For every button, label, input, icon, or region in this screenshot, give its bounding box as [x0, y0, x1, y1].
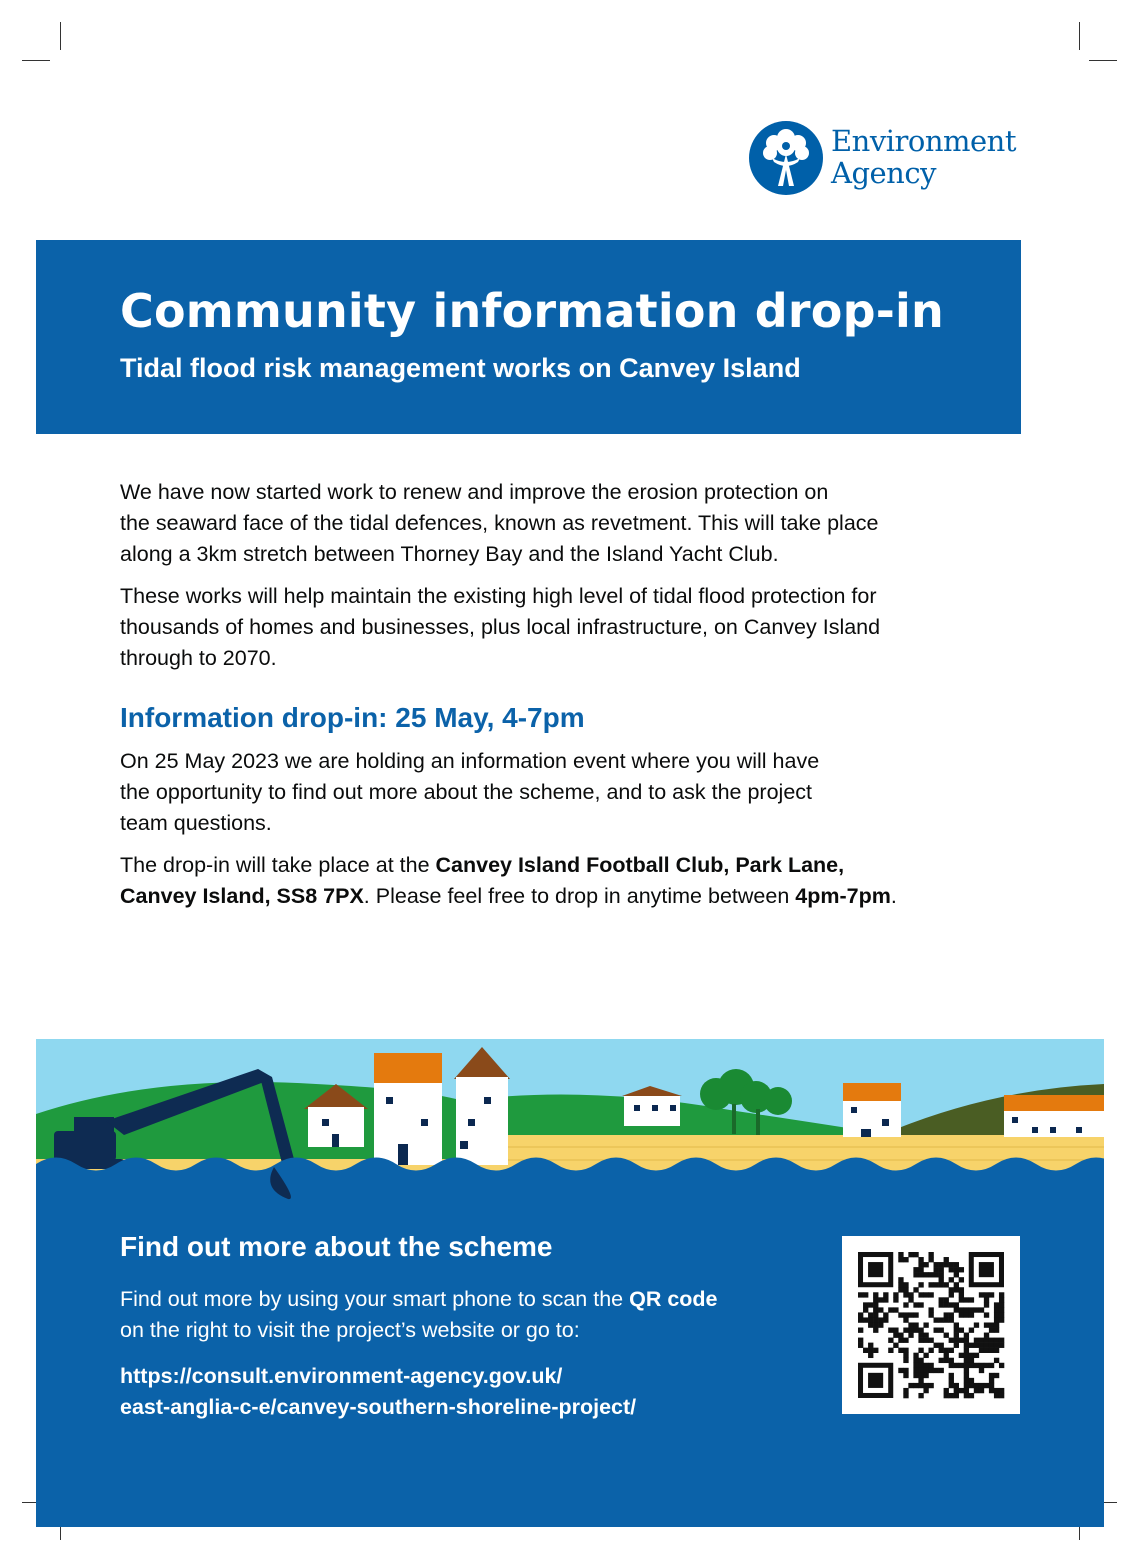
intro-paragraph-1: [120, 477, 1000, 570]
event-p1-line-3: team questions.: [120, 811, 272, 835]
crop-mark: [22, 60, 50, 61]
crop-mark: [60, 22, 61, 50]
footer-panel: [36, 1205, 1104, 1527]
event-heading: Information drop-in: 25 May, 4-7pm: [120, 702, 585, 733]
project-url-line-1[interactable]: https://consult.environment-agency.gov.uk/: [120, 1364, 563, 1388]
intro-p2-line-1: These works will help maintain the existing high level of tidal flood protection for: [120, 584, 877, 608]
event-venue-line-2: Canvey Island, SS8 7PX: [120, 884, 364, 908]
event-paragraph-1: [120, 746, 1000, 839]
project-url[interactable]: [120, 1361, 820, 1423]
event-paragraph-2: [120, 850, 1000, 912]
intro-p1-line-3: along a 3km stretch between Thorney Bay and the Island Yacht Club.: [120, 542, 779, 566]
event-p2-middle: . Please feel free to drop in anytime between: [363, 884, 796, 908]
event-time: 4pm-7pm: [795, 884, 891, 908]
page-title: Community information drop-in: [120, 284, 944, 338]
event-p1-line-1: On 25 May 2023 we are holding an information event where you will have: [120, 749, 820, 773]
intro-p2-line-3: through to 2070.: [120, 646, 277, 670]
event-p2-end: .: [890, 884, 897, 908]
intro-p2-line-2: thousands of homes and businesses, plus local infrastructure, on Canvey Island: [120, 615, 881, 639]
qr-code-pattern-icon: [842, 1236, 1020, 1414]
environment-agency-logo: [748, 120, 1028, 200]
crop-mark: [1089, 60, 1117, 61]
crop-mark: [1079, 22, 1080, 50]
tree-figure-logo-icon: [748, 120, 824, 196]
intro-paragraph-2: [120, 581, 1000, 674]
footer-paragraph: [120, 1284, 820, 1346]
qr-code[interactable]: [842, 1236, 1020, 1414]
house-6: [1004, 1095, 1104, 1137]
project-url-line-2[interactable]: east-anglia-c-e/canvey-southern-shoreline-project/: [120, 1395, 637, 1419]
house-5: [843, 1083, 901, 1137]
event-p1-line-2: the opportunity to find out more about the scheme, and to ask the project: [120, 780, 813, 804]
footer-p1-line-2: on the right to visit the project’s website or go to:: [120, 1318, 580, 1342]
footer-p1-prefix: Find out more by using your smart phone to scan the: [120, 1287, 630, 1311]
main-content: [120, 477, 1000, 923]
logo-line-1: Environment: [831, 124, 1016, 158]
event-venue-line-1: Canvey Island Football Club, Park Lane,: [435, 853, 845, 877]
shoreline-illustration: [36, 1039, 1104, 1205]
footer-qr-code-label: QR code: [629, 1287, 718, 1311]
intro-p1-line-2: the seaward face of the tidal defences, known as revetment. This will take place: [120, 511, 879, 535]
footer-heading: Find out more about the scheme: [120, 1231, 553, 1262]
logo-wordmark: [831, 125, 1016, 189]
logo-line-2: Agency: [831, 156, 936, 190]
event-p2-prefix: The drop-in will take place at the: [120, 853, 436, 877]
hero-banner: [36, 240, 1021, 434]
page-subtitle: Tidal flood risk management works on Canvey Island: [120, 353, 801, 383]
house-2: [374, 1053, 442, 1165]
intro-p1-line-1: We have now started work to renew and improve the erosion protection on: [120, 480, 829, 504]
